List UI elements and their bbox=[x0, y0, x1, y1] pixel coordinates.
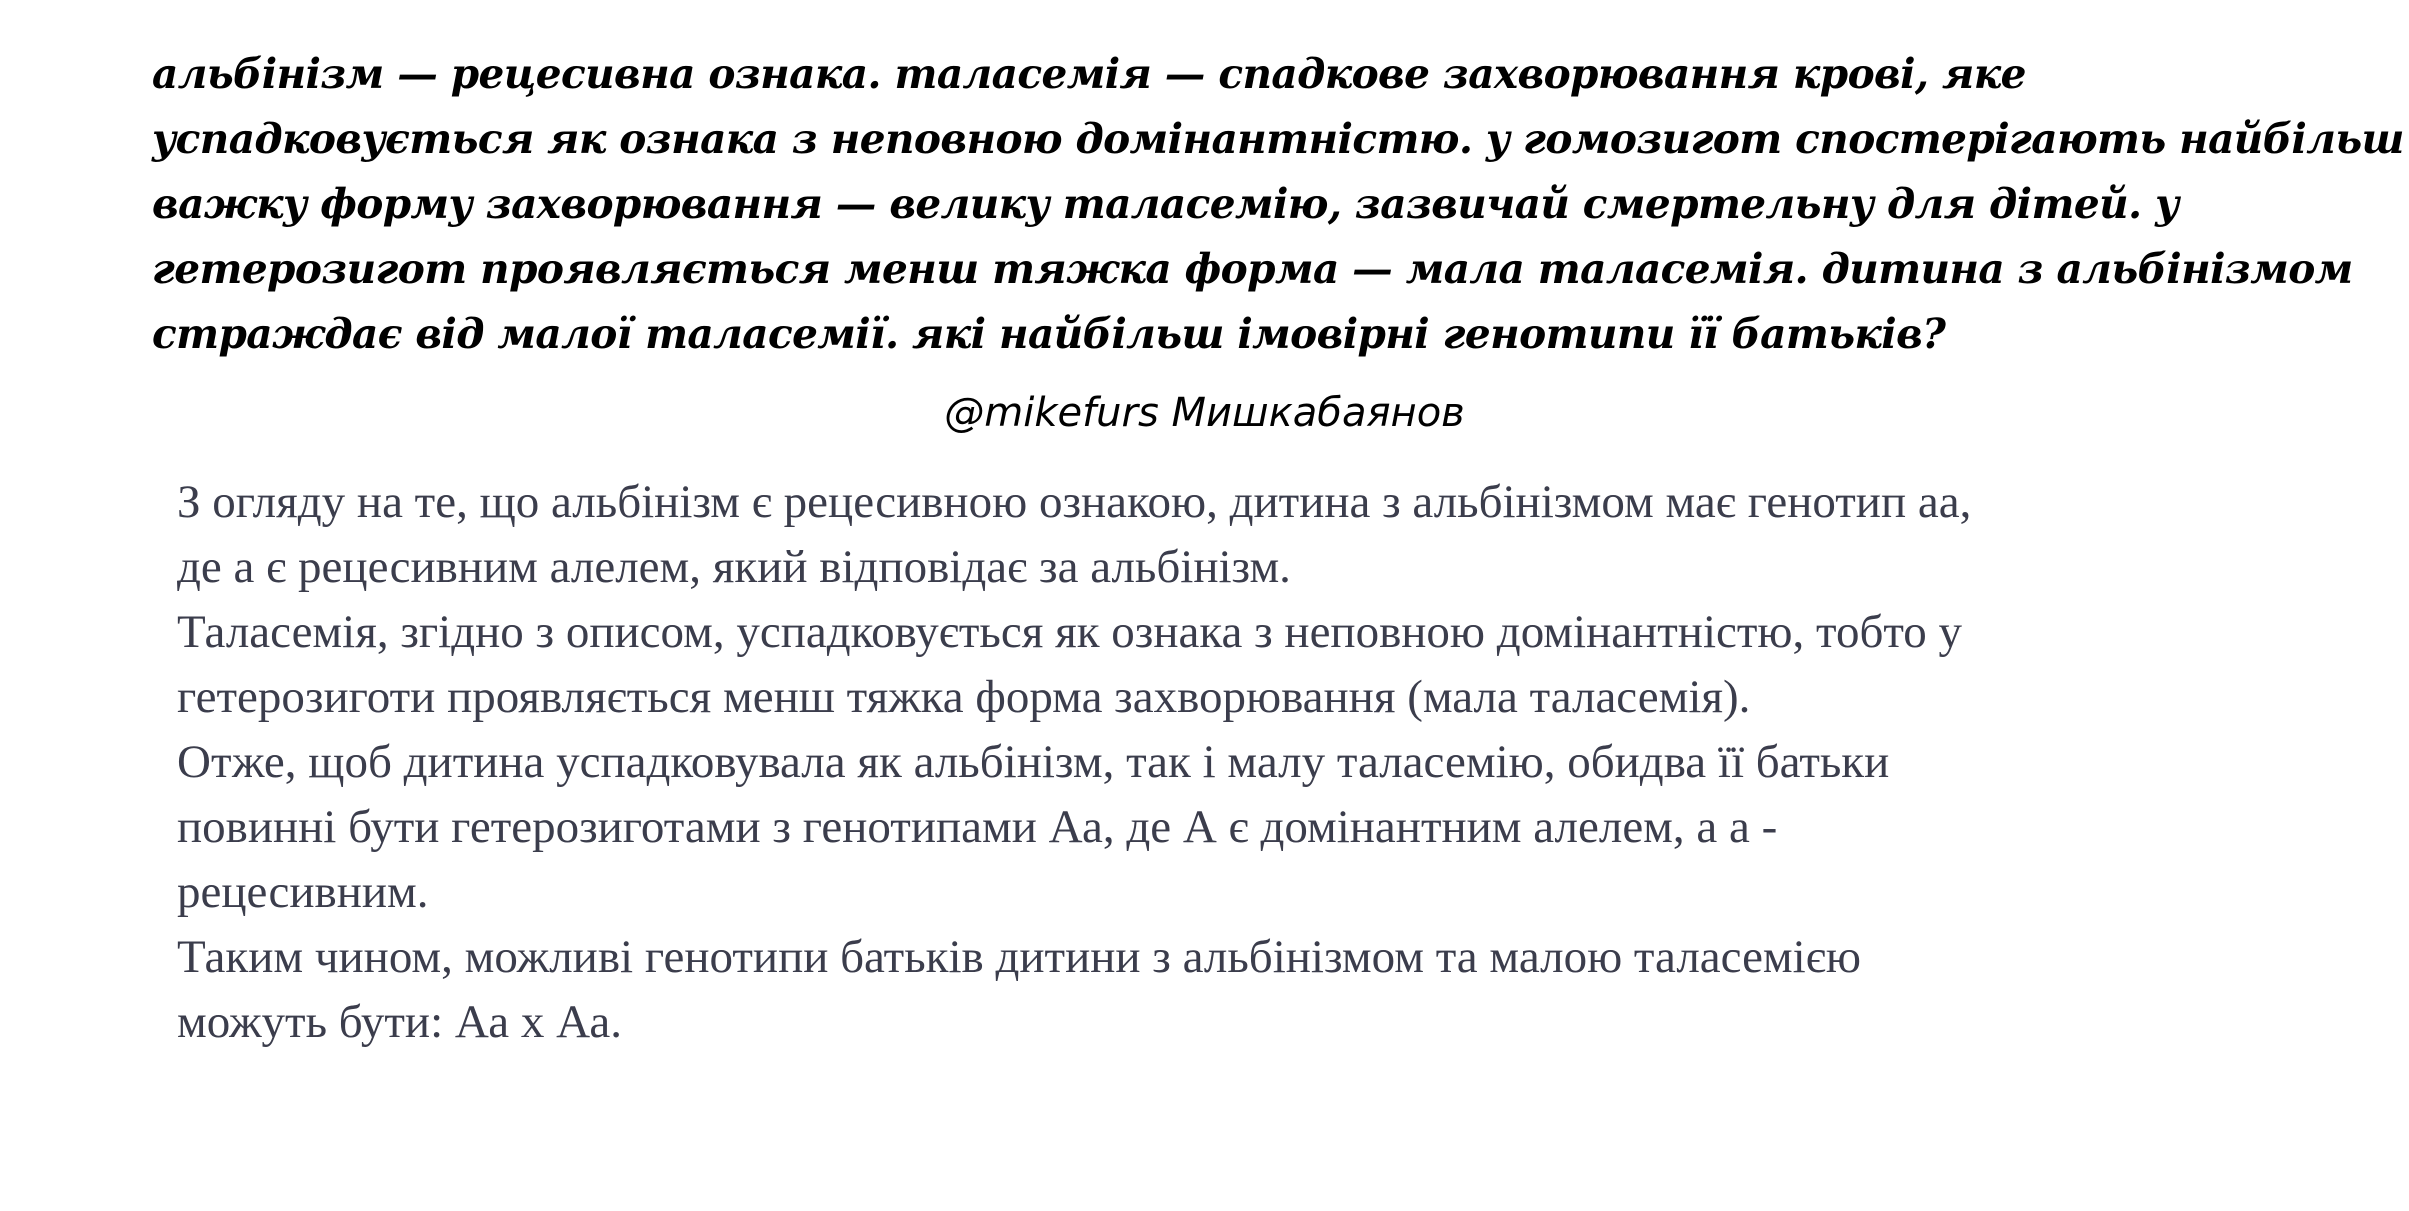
answer-line: можуть бути: Аа х Аа. bbox=[177, 996, 623, 1048]
question-line: гетерозигот проявляється менш тяжка форма — мала таласемія. дитина з альбінізмом bbox=[152, 245, 2353, 293]
question-line: альбінізм — рецесивна ознака. таласемія — спадкове захворювання крові, яке bbox=[152, 50, 2026, 98]
answer-line: гетерозиготи проявляється менш тяжка форма захворювання (мала таласемія). bbox=[177, 671, 1751, 723]
answer-line: Отже, щоб дитина успадковувала як альбінізм, так і малу таласемію, обидва її батьки bbox=[177, 736, 1890, 788]
answer-line: З огляду на те, що альбінізм є рецесивною ознакою, дитина з альбінізмом має генотип аа, bbox=[177, 476, 1972, 528]
answer-line: повинні бути гетерозиготами з генотипами Аа, де А є домінантним алелем, а а - bbox=[177, 801, 1778, 853]
question-text bbox=[152, 42, 2402, 367]
question-line: важку форму захворювання — велику таласемію, зазвичай смертельну для дітей. у bbox=[152, 180, 2179, 228]
answer-text bbox=[177, 470, 2377, 1055]
answer-line: Таким чином, можливі генотипи батьків дитини з альбінізмом та малою таласемією bbox=[177, 931, 1862, 983]
answer-line: Таласемія, згідно з описом, успадковується як ознака з неповною домінантністю, тобто у bbox=[177, 606, 1963, 658]
answer-line: рецесивним. bbox=[177, 866, 429, 918]
answer-line: де а є рецесивним алелем, який відповідає за альбінізм. bbox=[177, 541, 1291, 593]
author-label: @mikefurs Мишкабаянов bbox=[944, 390, 1465, 436]
question-line: успадковується як ознака з неповною домінантністю. у гомозигот спостерігають найбільш bbox=[152, 115, 2404, 163]
question-line: страждає від малої таласемії. які найбільш імовірні генотипи її батьків? bbox=[152, 310, 1946, 358]
